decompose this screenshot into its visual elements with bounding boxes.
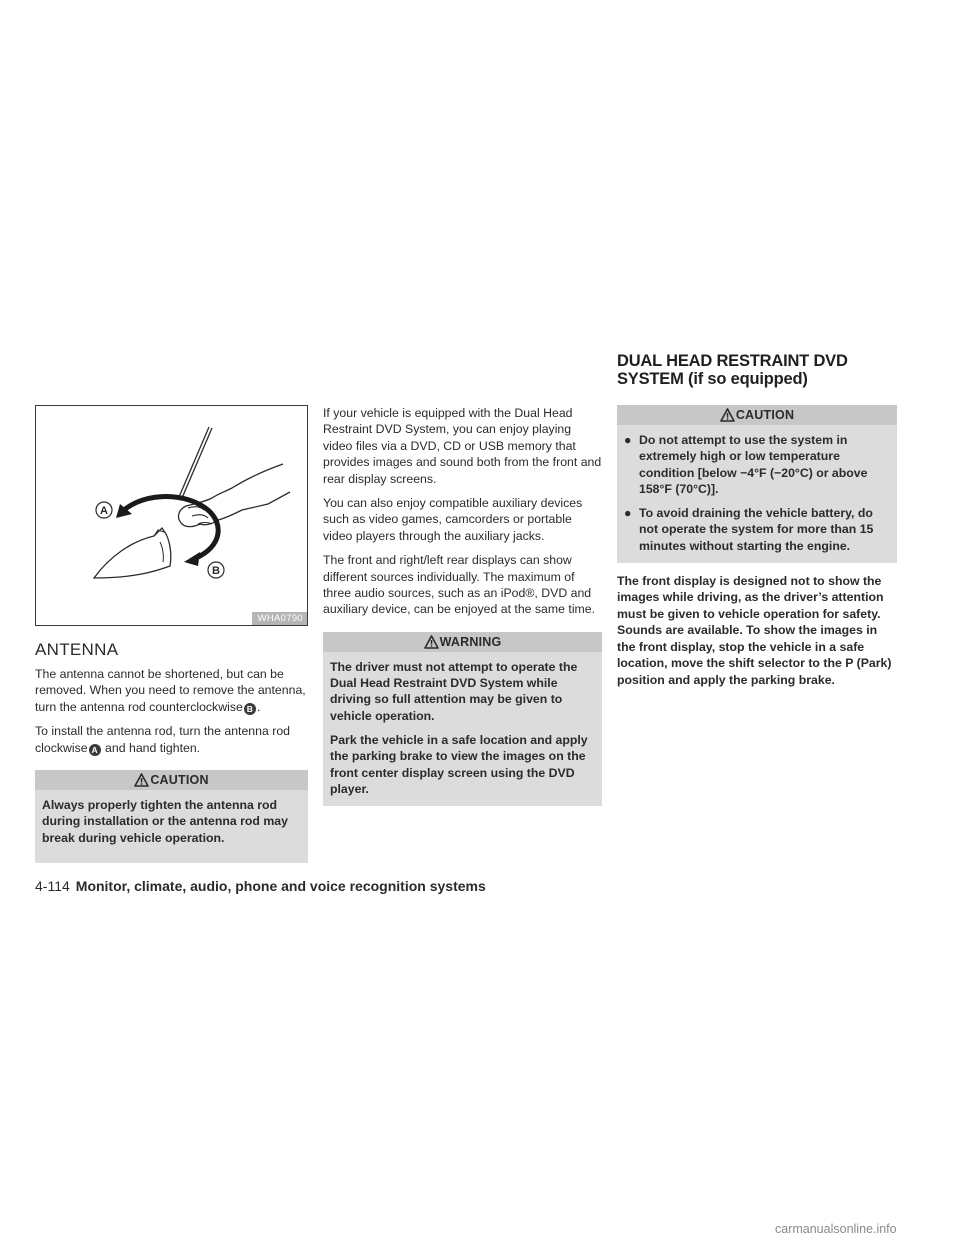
caution-label: CAUTION	[150, 773, 209, 788]
bullet-icon: ●	[624, 433, 632, 447]
antenna-illustration	[36, 406, 307, 625]
caution-item	[624, 505, 890, 554]
antenna-remove-paragraph	[35, 666, 308, 715]
caution-header	[617, 405, 897, 425]
install-text: To install the antenna rod, turn the antenna rod clockwise	[35, 724, 290, 755]
dvd-paragraph-1: If your vehicle is equipped with the Dual Head Restraint DVD System, you can enjoy playing video files via a DVD, CD or USB memory that provides images and sound both from the front and rear display screens.	[323, 406, 602, 486]
caution-list	[624, 432, 890, 554]
warning-label: WARNING	[439, 634, 502, 649]
caution-label: CAUTION	[735, 408, 795, 422]
dvd-column-2	[617, 405, 897, 696]
figure-label: WHA0790	[252, 612, 307, 625]
dvd-caution-box	[617, 405, 897, 563]
bullet-icon: ●	[624, 506, 632, 521]
antenna-column	[35, 405, 308, 873]
install-text-end: and hand tighten.	[105, 740, 201, 755]
caution-text: Always properly tighten the antenna rod during installation or the antenna rod may break during vehicle operation.	[42, 798, 288, 845]
warning-icon	[424, 635, 439, 649]
caution-item-text: To avoid draining the vehicle battery, do not operate the system for more than 15 minutes without starting the engine.	[639, 506, 874, 553]
marker-b-icon: B	[244, 703, 256, 715]
antenna-install-paragraph	[35, 723, 308, 756]
section-heading-line-2: SYSTEM (if so equipped)	[617, 370, 808, 388]
remove-text: The antenna cannot be shortened, but can be removed. When you need to remove the antenna, turn the antenna rod counterclockwise	[35, 667, 306, 714]
section-heading	[617, 352, 917, 388]
marker-a-icon: A	[89, 744, 101, 756]
caution-header	[35, 770, 308, 790]
page-footer	[35, 878, 486, 894]
warning-text-1: The driver must not attempt to operate the Dual Head Restraint DVD System while driving so full attention may be given to vehicle operation.	[330, 659, 578, 723]
marker-a: A	[100, 505, 108, 517]
warning-header	[323, 632, 602, 652]
antenna-caution-box	[35, 770, 308, 863]
dvd-column-1	[323, 405, 602, 816]
caution-item	[624, 432, 890, 497]
page-number: 4-114	[35, 878, 70, 894]
marker-b: B	[212, 565, 220, 577]
caution-icon	[134, 773, 149, 787]
front-display-paragraph: The front display is designed not to show the images while driving, as the driver’s attention must be given to vehicle operation for safety. Sounds are available. To show the images in the front display, stop the vehicle in a safe location, move the shift selector to the P (Park) position and apply the parking brake.	[617, 574, 892, 687]
warning-box	[323, 632, 602, 806]
dvd-paragraph-3: The front and right/left rear displays can show different sources individually. The maximum of three audio sources, such as an iPod®, DVD and auxiliary device, can be enjoyed at the same time.	[323, 553, 596, 617]
dvd-paragraph-2: You can also enjoy compatible auxiliary devices such as video games, camcorders or portable video players through the auxiliary jacks.	[323, 496, 583, 543]
watermark: carmanualsonline.info	[775, 1222, 897, 1236]
caution-icon	[720, 408, 735, 422]
chapter-title: Monitor, climate, audio, phone and voice recognition systems	[75, 878, 486, 894]
antenna-figure	[35, 405, 308, 626]
warning-text-2: Park the vehicle in a safe location and apply the parking brake to view the images on the front center display screen using the DVD player.	[330, 733, 588, 796]
caution-item-text: Do not attempt to use the system in extremely high or low temperature condition [below −4°F (−20°C) or above 158°F (70°C)].	[639, 433, 868, 496]
remove-text-end: .	[256, 699, 261, 714]
antenna-heading: ANTENNA	[35, 640, 119, 659]
section-heading-line-1: DUAL HEAD RESTRAINT DVD	[617, 352, 848, 370]
